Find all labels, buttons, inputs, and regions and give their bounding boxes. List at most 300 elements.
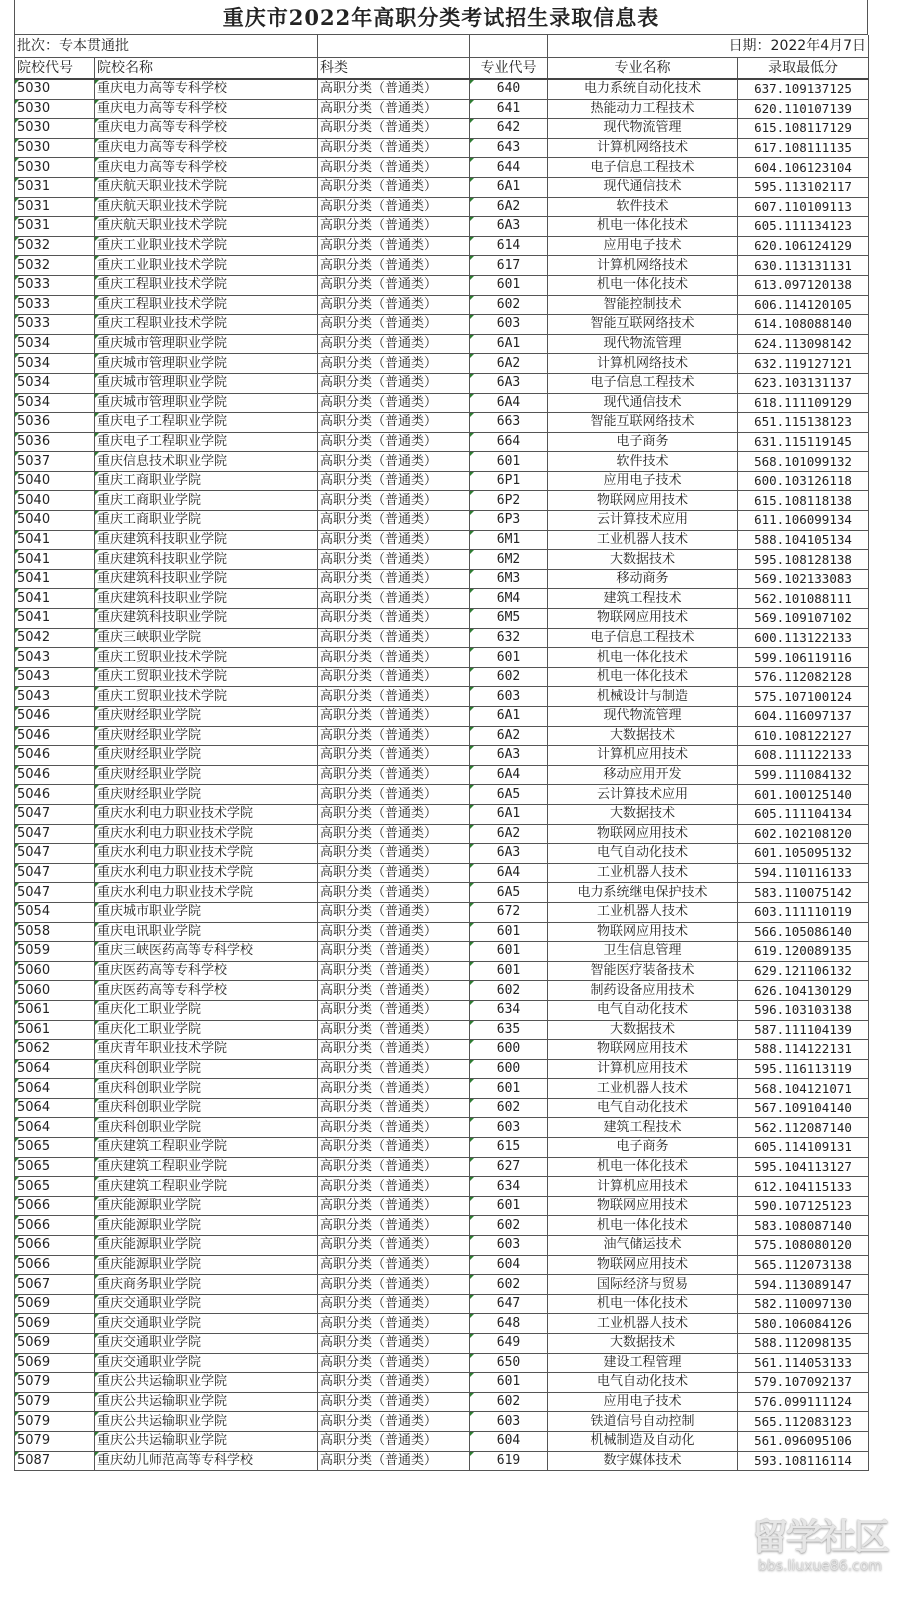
category-cell[interactable]: 高职分类（普通类） bbox=[318, 530, 470, 550]
major-code-cell[interactable]: 6A1 bbox=[470, 707, 548, 727]
school-name-cell[interactable]: 重庆商务职业学院 bbox=[95, 1275, 318, 1295]
school-name-cell[interactable]: 重庆财经职业学院 bbox=[95, 765, 318, 785]
category-cell[interactable]: 高职分类（普通类） bbox=[318, 217, 470, 237]
school-code-cell[interactable]: 5047 bbox=[15, 824, 95, 844]
school-name-cell[interactable]: 重庆科创职业学院 bbox=[95, 1059, 318, 1079]
major-name-cell[interactable]: 电力系统继电保护技术 bbox=[548, 883, 738, 903]
min-score-cell[interactable]: 566.105086140 bbox=[738, 922, 869, 942]
school-code-cell[interactable]: 5036 bbox=[15, 413, 95, 433]
school-code-cell[interactable]: 5061 bbox=[15, 1020, 95, 1040]
major-name-cell[interactable]: 机电一体化技术 bbox=[548, 1294, 738, 1314]
category-cell[interactable]: 高职分类（普通类） bbox=[318, 158, 470, 178]
major-name-cell[interactable]: 电子信息工程技术 bbox=[548, 158, 738, 178]
major-code-cell[interactable]: 6A2 bbox=[470, 726, 548, 746]
category-cell[interactable]: 高职分类（普通类） bbox=[318, 687, 470, 707]
major-name-cell[interactable]: 卫生信息管理 bbox=[548, 942, 738, 962]
major-code-cell[interactable]: 601 bbox=[470, 452, 548, 472]
major-name-cell[interactable]: 建筑工程技术 bbox=[548, 589, 738, 609]
category-cell[interactable]: 高职分类（普通类） bbox=[318, 824, 470, 844]
major-name-cell[interactable]: 工业机器人技术 bbox=[548, 902, 738, 922]
category-cell[interactable]: 高职分类（普通类） bbox=[318, 609, 470, 629]
school-name-cell[interactable]: 重庆建筑科技职业学院 bbox=[95, 609, 318, 629]
category-cell[interactable]: 高职分类（普通类） bbox=[318, 1040, 470, 1060]
major-name-cell[interactable]: 机电一体化技术 bbox=[548, 1216, 738, 1236]
category-cell[interactable]: 高职分类（普通类） bbox=[318, 1157, 470, 1177]
min-score-cell[interactable]: 588.112098135 bbox=[738, 1334, 869, 1354]
school-code-cell[interactable]: 5065 bbox=[15, 1138, 95, 1158]
school-name-cell[interactable]: 重庆工商职业学院 bbox=[95, 491, 318, 511]
major-code-cell[interactable]: 601 bbox=[470, 648, 548, 668]
min-score-cell[interactable]: 606.114120105 bbox=[738, 295, 869, 315]
major-name-cell[interactable]: 电子信息工程技术 bbox=[548, 628, 738, 648]
category-cell[interactable]: 高职分类（普通类） bbox=[318, 295, 470, 315]
school-code-cell[interactable]: 5066 bbox=[15, 1255, 95, 1275]
major-name-cell[interactable]: 现代物流管理 bbox=[548, 334, 738, 354]
major-name-cell[interactable]: 计算机网络技术 bbox=[548, 138, 738, 158]
school-code-cell[interactable]: 5030 bbox=[15, 158, 95, 178]
school-code-cell[interactable]: 5034 bbox=[15, 334, 95, 354]
major-code-cell[interactable]: 641 bbox=[470, 99, 548, 119]
category-cell[interactable]: 高职分类（普通类） bbox=[318, 1138, 470, 1158]
school-code-cell[interactable]: 5066 bbox=[15, 1216, 95, 1236]
major-code-cell[interactable]: 601 bbox=[470, 1196, 548, 1216]
major-name-cell[interactable]: 制药设备应用技术 bbox=[548, 981, 738, 1001]
category-cell[interactable]: 高职分类（普通类） bbox=[318, 1392, 470, 1412]
major-code-cell[interactable]: 601 bbox=[470, 961, 548, 981]
min-score-cell[interactable]: 595.104113127 bbox=[738, 1157, 869, 1177]
category-cell[interactable]: 高职分类（普通类） bbox=[318, 707, 470, 727]
category-cell[interactable]: 高职分类（普通类） bbox=[318, 413, 470, 433]
major-name-cell[interactable]: 应用电子技术 bbox=[548, 1392, 738, 1412]
min-score-cell[interactable]: 594.110116133 bbox=[738, 863, 869, 883]
school-code-cell[interactable]: 5041 bbox=[15, 569, 95, 589]
major-name-cell[interactable]: 计算机应用技术 bbox=[548, 1059, 738, 1079]
category-cell[interactable]: 高职分类（普通类） bbox=[318, 432, 470, 452]
major-code-cell[interactable]: 649 bbox=[470, 1334, 548, 1354]
min-score-cell[interactable]: 608.111122133 bbox=[738, 746, 869, 766]
category-cell[interactable]: 高职分类（普通类） bbox=[318, 1431, 470, 1451]
school-code-cell[interactable]: 5046 bbox=[15, 746, 95, 766]
category-cell[interactable]: 高职分类（普通类） bbox=[318, 569, 470, 589]
category-cell[interactable]: 高职分类（普通类） bbox=[318, 746, 470, 766]
major-name-cell[interactable]: 大数据技术 bbox=[548, 550, 738, 570]
min-score-cell[interactable]: 583.108087140 bbox=[738, 1216, 869, 1236]
min-score-cell[interactable]: 604.116097137 bbox=[738, 707, 869, 727]
major-code-cell[interactable]: 603 bbox=[470, 1412, 548, 1432]
min-score-cell[interactable]: 596.103103138 bbox=[738, 1000, 869, 1020]
school-name-cell[interactable]: 重庆财经职业学院 bbox=[95, 785, 318, 805]
school-name-cell[interactable]: 重庆工业职业技术学院 bbox=[95, 256, 318, 276]
category-cell[interactable]: 高职分类（普通类） bbox=[318, 863, 470, 883]
major-code-cell[interactable]: 643 bbox=[470, 138, 548, 158]
min-score-cell[interactable]: 595.108128138 bbox=[738, 550, 869, 570]
major-code-cell[interactable]: 634 bbox=[470, 1177, 548, 1197]
school-name-cell[interactable]: 重庆能源职业学院 bbox=[95, 1196, 318, 1216]
school-code-cell[interactable]: 5041 bbox=[15, 609, 95, 629]
school-code-cell[interactable]: 5079 bbox=[15, 1392, 95, 1412]
category-cell[interactable]: 高职分类（普通类） bbox=[318, 1098, 470, 1118]
major-code-cell[interactable]: 6A1 bbox=[470, 804, 548, 824]
major-code-cell[interactable]: 603 bbox=[470, 1118, 548, 1138]
major-name-cell[interactable]: 计算机网络技术 bbox=[548, 256, 738, 276]
school-code-cell[interactable]: 5047 bbox=[15, 844, 95, 864]
category-cell[interactable]: 高职分类（普通类） bbox=[318, 79, 470, 99]
school-name-cell[interactable]: 重庆水利电力职业技术学院 bbox=[95, 824, 318, 844]
major-name-cell[interactable]: 工业机器人技术 bbox=[548, 530, 738, 550]
major-code-cell[interactable]: 6A4 bbox=[470, 393, 548, 413]
category-cell[interactable]: 高职分类（普通类） bbox=[318, 138, 470, 158]
school-name-cell[interactable]: 重庆医药高等专科学校 bbox=[95, 981, 318, 1001]
school-name-cell[interactable]: 重庆城市管理职业学院 bbox=[95, 334, 318, 354]
school-name-cell[interactable]: 重庆能源职业学院 bbox=[95, 1216, 318, 1236]
school-code-cell[interactable]: 5069 bbox=[15, 1353, 95, 1373]
major-name-cell[interactable]: 软件技术 bbox=[548, 197, 738, 217]
category-cell[interactable]: 高职分类（普通类） bbox=[318, 961, 470, 981]
school-name-cell[interactable]: 重庆水利电力职业技术学院 bbox=[95, 863, 318, 883]
school-code-cell[interactable]: 5032 bbox=[15, 236, 95, 256]
major-name-cell[interactable]: 应用电子技术 bbox=[548, 236, 738, 256]
major-code-cell[interactable]: 6M1 bbox=[470, 530, 548, 550]
min-score-cell[interactable]: 595.113102117 bbox=[738, 177, 869, 197]
min-score-cell[interactable]: 580.106084126 bbox=[738, 1314, 869, 1334]
category-cell[interactable]: 高职分类（普通类） bbox=[318, 1118, 470, 1138]
school-name-cell[interactable]: 重庆能源职业学院 bbox=[95, 1236, 318, 1256]
major-code-cell[interactable]: 602 bbox=[470, 1098, 548, 1118]
min-score-cell[interactable]: 576.112082128 bbox=[738, 667, 869, 687]
category-cell[interactable]: 高职分类（普通类） bbox=[318, 1275, 470, 1295]
major-code-cell[interactable]: 6A3 bbox=[470, 844, 548, 864]
major-code-cell[interactable]: 602 bbox=[470, 1216, 548, 1236]
school-name-cell[interactable]: 重庆科创职业学院 bbox=[95, 1118, 318, 1138]
min-score-cell[interactable]: 600.103126118 bbox=[738, 471, 869, 491]
school-code-cell[interactable]: 5040 bbox=[15, 471, 95, 491]
min-score-cell[interactable]: 620.106124129 bbox=[738, 236, 869, 256]
major-code-cell[interactable]: 6M2 bbox=[470, 550, 548, 570]
major-code-cell[interactable]: 642 bbox=[470, 119, 548, 139]
major-code-cell[interactable]: 647 bbox=[470, 1294, 548, 1314]
school-code-cell[interactable]: 5041 bbox=[15, 550, 95, 570]
major-code-cell[interactable]: 672 bbox=[470, 902, 548, 922]
school-name-cell[interactable]: 重庆交通职业学院 bbox=[95, 1353, 318, 1373]
school-name-cell[interactable]: 重庆建筑工程职业学院 bbox=[95, 1157, 318, 1177]
category-cell[interactable]: 高职分类（普通类） bbox=[318, 1451, 470, 1471]
major-name-cell[interactable]: 铁道信号自动控制 bbox=[548, 1412, 738, 1432]
major-code-cell[interactable]: 603 bbox=[470, 1236, 548, 1256]
school-name-cell[interactable]: 重庆公共运输职业学院 bbox=[95, 1392, 318, 1412]
school-name-cell[interactable]: 重庆建筑科技职业学院 bbox=[95, 589, 318, 609]
min-score-cell[interactable]: 637.109137125 bbox=[738, 79, 869, 99]
major-name-cell[interactable]: 云计算技术应用 bbox=[548, 785, 738, 805]
major-name-cell[interactable]: 现代物流管理 bbox=[548, 119, 738, 139]
school-code-cell[interactable]: 5064 bbox=[15, 1059, 95, 1079]
school-code-cell[interactable]: 5031 bbox=[15, 177, 95, 197]
school-code-cell[interactable]: 5069 bbox=[15, 1294, 95, 1314]
category-cell[interactable]: 高职分类（普通类） bbox=[318, 1412, 470, 1432]
min-score-cell[interactable]: 610.108122127 bbox=[738, 726, 869, 746]
major-name-cell[interactable]: 大数据技术 bbox=[548, 726, 738, 746]
category-cell[interactable]: 高职分类（普通类） bbox=[318, 197, 470, 217]
school-code-cell[interactable]: 5030 bbox=[15, 119, 95, 139]
school-name-cell[interactable]: 重庆工商职业学院 bbox=[95, 511, 318, 531]
major-code-cell[interactable]: 604 bbox=[470, 1431, 548, 1451]
school-code-cell[interactable]: 5047 bbox=[15, 863, 95, 883]
major-name-cell[interactable]: 大数据技术 bbox=[548, 1334, 738, 1354]
school-code-cell[interactable]: 5069 bbox=[15, 1334, 95, 1354]
min-score-cell[interactable]: 607.110109113 bbox=[738, 197, 869, 217]
school-name-cell[interactable]: 重庆公共运输职业学院 bbox=[95, 1412, 318, 1432]
category-cell[interactable]: 高职分类（普通类） bbox=[318, 648, 470, 668]
major-code-cell[interactable]: 602 bbox=[470, 667, 548, 687]
major-name-cell[interactable]: 电子商务 bbox=[548, 1138, 738, 1158]
school-code-cell[interactable]: 5046 bbox=[15, 726, 95, 746]
major-code-cell[interactable]: 648 bbox=[470, 1314, 548, 1334]
school-name-cell[interactable]: 重庆能源职业学院 bbox=[95, 1255, 318, 1275]
school-code-cell[interactable]: 5031 bbox=[15, 197, 95, 217]
category-cell[interactable]: 高职分类（普通类） bbox=[318, 726, 470, 746]
major-name-cell[interactable]: 大数据技术 bbox=[548, 1020, 738, 1040]
category-cell[interactable]: 高职分类（普通类） bbox=[318, 942, 470, 962]
school-code-cell[interactable]: 5066 bbox=[15, 1236, 95, 1256]
min-score-cell[interactable]: 601.105095132 bbox=[738, 844, 869, 864]
school-code-cell[interactable]: 5064 bbox=[15, 1098, 95, 1118]
category-cell[interactable]: 高职分类（普通类） bbox=[318, 667, 470, 687]
min-score-cell[interactable]: 561.096095106 bbox=[738, 1431, 869, 1451]
major-code-cell[interactable]: 600 bbox=[470, 1040, 548, 1060]
major-name-cell[interactable]: 大数据技术 bbox=[548, 804, 738, 824]
major-name-cell[interactable]: 移动应用开发 bbox=[548, 765, 738, 785]
school-name-cell[interactable]: 重庆交通职业学院 bbox=[95, 1314, 318, 1334]
category-cell[interactable]: 高职分类（普通类） bbox=[318, 99, 470, 119]
major-name-cell[interactable]: 物联网应用技术 bbox=[548, 824, 738, 844]
category-cell[interactable]: 高职分类（普通类） bbox=[318, 471, 470, 491]
major-code-cell[interactable]: 6A2 bbox=[470, 824, 548, 844]
major-code-cell[interactable]: 601 bbox=[470, 922, 548, 942]
category-cell[interactable]: 高职分类（普通类） bbox=[318, 902, 470, 922]
min-score-cell[interactable]: 583.110075142 bbox=[738, 883, 869, 903]
major-name-cell[interactable]: 工业机器人技术 bbox=[548, 1079, 738, 1099]
category-cell[interactable]: 高职分类（普通类） bbox=[318, 1334, 470, 1354]
school-code-cell[interactable]: 5037 bbox=[15, 452, 95, 472]
school-name-cell[interactable]: 重庆电子工程职业学院 bbox=[95, 413, 318, 433]
school-name-cell[interactable]: 重庆三峡职业学院 bbox=[95, 628, 318, 648]
major-code-cell[interactable]: 602 bbox=[470, 1275, 548, 1295]
category-cell[interactable]: 高职分类（普通类） bbox=[318, 177, 470, 197]
min-score-cell[interactable]: 576.099111124 bbox=[738, 1392, 869, 1412]
major-code-cell[interactable]: 6A1 bbox=[470, 177, 548, 197]
min-score-cell[interactable]: 599.106119116 bbox=[738, 648, 869, 668]
school-code-cell[interactable]: 5042 bbox=[15, 628, 95, 648]
category-cell[interactable]: 高职分类（普通类） bbox=[318, 628, 470, 648]
major-name-cell[interactable]: 物联网应用技术 bbox=[548, 1196, 738, 1216]
school-code-cell[interactable]: 5046 bbox=[15, 765, 95, 785]
major-code-cell[interactable]: 601 bbox=[470, 1079, 548, 1099]
major-code-cell[interactable]: 640 bbox=[470, 79, 548, 99]
category-cell[interactable]: 高职分类（普通类） bbox=[318, 452, 470, 472]
major-name-cell[interactable]: 电气自动化技术 bbox=[548, 1000, 738, 1020]
major-code-cell[interactable]: 6A2 bbox=[470, 354, 548, 374]
major-code-cell[interactable]: 650 bbox=[470, 1353, 548, 1373]
min-score-cell[interactable]: 611.106099134 bbox=[738, 511, 869, 531]
school-name-cell[interactable]: 重庆工贸职业技术学院 bbox=[95, 687, 318, 707]
category-cell[interactable]: 高职分类（普通类） bbox=[318, 844, 470, 864]
major-name-cell[interactable]: 智能医疗装备技术 bbox=[548, 961, 738, 981]
major-code-cell[interactable]: 634 bbox=[470, 1000, 548, 1020]
category-cell[interactable]: 高职分类（普通类） bbox=[318, 354, 470, 374]
school-name-cell[interactable]: 重庆财经职业学院 bbox=[95, 746, 318, 766]
min-score-cell[interactable]: 630.113131131 bbox=[738, 256, 869, 276]
major-name-cell[interactable]: 电子商务 bbox=[548, 432, 738, 452]
school-name-cell[interactable]: 重庆信息技术职业学院 bbox=[95, 452, 318, 472]
major-code-cell[interactable]: 602 bbox=[470, 295, 548, 315]
major-name-cell[interactable]: 计算机应用技术 bbox=[548, 1177, 738, 1197]
major-code-cell[interactable]: 664 bbox=[470, 432, 548, 452]
school-name-cell[interactable]: 重庆工业职业技术学院 bbox=[95, 236, 318, 256]
min-score-cell[interactable]: 613.097120138 bbox=[738, 275, 869, 295]
major-name-cell[interactable]: 物联网应用技术 bbox=[548, 609, 738, 629]
school-code-cell[interactable]: 5061 bbox=[15, 1000, 95, 1020]
school-name-cell[interactable]: 重庆电力高等专科学校 bbox=[95, 99, 318, 119]
major-code-cell[interactable]: 601 bbox=[470, 1373, 548, 1393]
category-cell[interactable]: 高职分类（普通类） bbox=[318, 1000, 470, 1020]
major-code-cell[interactable]: 663 bbox=[470, 413, 548, 433]
school-code-cell[interactable]: 5046 bbox=[15, 785, 95, 805]
school-code-cell[interactable]: 5064 bbox=[15, 1118, 95, 1138]
major-code-cell[interactable]: 6A3 bbox=[470, 746, 548, 766]
min-score-cell[interactable]: 579.107092137 bbox=[738, 1373, 869, 1393]
category-cell[interactable]: 高职分类（普通类） bbox=[318, 1353, 470, 1373]
category-cell[interactable]: 高职分类（普通类） bbox=[318, 1079, 470, 1099]
school-code-cell[interactable]: 5033 bbox=[15, 275, 95, 295]
category-cell[interactable]: 高职分类（普通类） bbox=[318, 315, 470, 335]
category-cell[interactable]: 高职分类（普通类） bbox=[318, 1236, 470, 1256]
school-name-cell[interactable]: 重庆建筑科技职业学院 bbox=[95, 530, 318, 550]
major-code-cell[interactable]: 6A5 bbox=[470, 883, 548, 903]
category-cell[interactable]: 高职分类（普通类） bbox=[318, 236, 470, 256]
major-code-cell[interactable]: 602 bbox=[470, 1392, 548, 1412]
min-score-cell[interactable]: 605.114109131 bbox=[738, 1138, 869, 1158]
major-name-cell[interactable]: 机械制造及自动化 bbox=[548, 1431, 738, 1451]
school-code-cell[interactable]: 5047 bbox=[15, 883, 95, 903]
school-name-cell[interactable]: 重庆电讯职业学院 bbox=[95, 922, 318, 942]
school-name-cell[interactable]: 重庆城市管理职业学院 bbox=[95, 393, 318, 413]
school-name-cell[interactable]: 重庆电子工程职业学院 bbox=[95, 432, 318, 452]
major-name-cell[interactable]: 软件技术 bbox=[548, 452, 738, 472]
major-name-cell[interactable]: 机电一体化技术 bbox=[548, 275, 738, 295]
major-code-cell[interactable]: 635 bbox=[470, 1020, 548, 1040]
school-code-cell[interactable]: 5034 bbox=[15, 393, 95, 413]
school-name-cell[interactable]: 重庆城市管理职业学院 bbox=[95, 354, 318, 374]
major-name-cell[interactable]: 电气自动化技术 bbox=[548, 1373, 738, 1393]
major-name-cell[interactable]: 油气储运技术 bbox=[548, 1236, 738, 1256]
major-name-cell[interactable]: 物联网应用技术 bbox=[548, 922, 738, 942]
min-score-cell[interactable]: 601.100125140 bbox=[738, 785, 869, 805]
major-name-cell[interactable]: 现代通信技术 bbox=[548, 393, 738, 413]
min-score-cell[interactable]: 603.111110119 bbox=[738, 902, 869, 922]
school-code-cell[interactable]: 5046 bbox=[15, 707, 95, 727]
school-code-cell[interactable]: 5043 bbox=[15, 667, 95, 687]
min-score-cell[interactable]: 626.104130129 bbox=[738, 981, 869, 1001]
category-cell[interactable]: 高职分类（普通类） bbox=[318, 785, 470, 805]
major-name-cell[interactable]: 电气自动化技术 bbox=[548, 1098, 738, 1118]
major-name-cell[interactable]: 机械设计与制造 bbox=[548, 687, 738, 707]
major-name-cell[interactable]: 物联网应用技术 bbox=[548, 491, 738, 511]
school-name-cell[interactable]: 重庆公共运输职业学院 bbox=[95, 1431, 318, 1451]
school-name-cell[interactable]: 重庆航天职业技术学院 bbox=[95, 177, 318, 197]
school-name-cell[interactable]: 重庆交通职业学院 bbox=[95, 1334, 318, 1354]
category-cell[interactable]: 高职分类（普通类） bbox=[318, 981, 470, 1001]
school-name-cell[interactable]: 重庆工贸职业技术学院 bbox=[95, 648, 318, 668]
school-code-cell[interactable]: 5033 bbox=[15, 315, 95, 335]
school-code-cell[interactable]: 5065 bbox=[15, 1177, 95, 1197]
min-score-cell[interactable]: 588.114122131 bbox=[738, 1040, 869, 1060]
school-name-cell[interactable]: 重庆幼儿师范高等专科学校 bbox=[95, 1451, 318, 1471]
school-name-cell[interactable]: 重庆科创职业学院 bbox=[95, 1098, 318, 1118]
category-cell[interactable]: 高职分类（普通类） bbox=[318, 119, 470, 139]
school-code-cell[interactable]: 5032 bbox=[15, 256, 95, 276]
major-name-cell[interactable]: 机电一体化技术 bbox=[548, 1157, 738, 1177]
major-code-cell[interactable]: 601 bbox=[470, 275, 548, 295]
major-name-cell[interactable]: 工业机器人技术 bbox=[548, 863, 738, 883]
major-name-cell[interactable]: 移动商务 bbox=[548, 569, 738, 589]
major-code-cell[interactable]: 602 bbox=[470, 981, 548, 1001]
major-code-cell[interactable]: 6A3 bbox=[470, 217, 548, 237]
school-name-cell[interactable]: 重庆建筑科技职业学院 bbox=[95, 569, 318, 589]
major-name-cell[interactable]: 智能互联网络技术 bbox=[548, 315, 738, 335]
major-name-cell[interactable]: 国际经济与贸易 bbox=[548, 1275, 738, 1295]
school-name-cell[interactable]: 重庆工商职业学院 bbox=[95, 471, 318, 491]
major-code-cell[interactable]: 632 bbox=[470, 628, 548, 648]
school-name-cell[interactable]: 重庆建筑工程职业学院 bbox=[95, 1177, 318, 1197]
min-score-cell[interactable]: 605.111104134 bbox=[738, 804, 869, 824]
major-name-cell[interactable]: 机电一体化技术 bbox=[548, 667, 738, 687]
min-score-cell[interactable]: 567.109104140 bbox=[738, 1098, 869, 1118]
major-name-cell[interactable]: 应用电子技术 bbox=[548, 471, 738, 491]
category-cell[interactable]: 高职分类（普通类） bbox=[318, 1177, 470, 1197]
major-code-cell[interactable]: 6A4 bbox=[470, 863, 548, 883]
school-name-cell[interactable]: 重庆电力高等专科学校 bbox=[95, 119, 318, 139]
major-name-cell[interactable]: 物联网应用技术 bbox=[548, 1040, 738, 1060]
major-name-cell[interactable]: 电力系统自动化技术 bbox=[548, 79, 738, 99]
school-name-cell[interactable]: 重庆电力高等专科学校 bbox=[95, 79, 318, 99]
category-cell[interactable]: 高职分类（普通类） bbox=[318, 1373, 470, 1393]
school-name-cell[interactable]: 重庆建筑工程职业学院 bbox=[95, 1138, 318, 1158]
min-score-cell[interactable]: 569.109107102 bbox=[738, 609, 869, 629]
school-code-cell[interactable]: 5034 bbox=[15, 373, 95, 393]
major-code-cell[interactable]: 6P3 bbox=[470, 511, 548, 531]
school-name-cell[interactable]: 重庆化工职业学院 bbox=[95, 1000, 318, 1020]
major-name-cell[interactable]: 计算机应用技术 bbox=[548, 746, 738, 766]
school-name-cell[interactable]: 重庆航天职业技术学院 bbox=[95, 217, 318, 237]
school-name-cell[interactable]: 重庆工程职业技术学院 bbox=[95, 275, 318, 295]
min-score-cell[interactable]: 599.111084132 bbox=[738, 765, 869, 785]
school-code-cell[interactable]: 5079 bbox=[15, 1412, 95, 1432]
major-code-cell[interactable]: 6A4 bbox=[470, 765, 548, 785]
major-code-cell[interactable]: 619 bbox=[470, 1451, 548, 1471]
min-score-cell[interactable]: 561.114053133 bbox=[738, 1353, 869, 1373]
school-code-cell[interactable]: 5041 bbox=[15, 589, 95, 609]
school-code-cell[interactable]: 5069 bbox=[15, 1314, 95, 1334]
category-cell[interactable]: 高职分类（普通类） bbox=[318, 1020, 470, 1040]
category-cell[interactable]: 高职分类（普通类） bbox=[318, 922, 470, 942]
major-code-cell[interactable]: 6A3 bbox=[470, 373, 548, 393]
major-name-cell[interactable]: 机电一体化技术 bbox=[548, 648, 738, 668]
school-code-cell[interactable]: 5030 bbox=[15, 99, 95, 119]
major-code-cell[interactable]: 6P2 bbox=[470, 491, 548, 511]
min-score-cell[interactable]: 615.108118138 bbox=[738, 491, 869, 511]
school-name-cell[interactable]: 重庆科创职业学院 bbox=[95, 1079, 318, 1099]
school-name-cell[interactable]: 重庆工程职业技术学院 bbox=[95, 295, 318, 315]
school-name-cell[interactable]: 重庆电力高等专科学校 bbox=[95, 158, 318, 178]
